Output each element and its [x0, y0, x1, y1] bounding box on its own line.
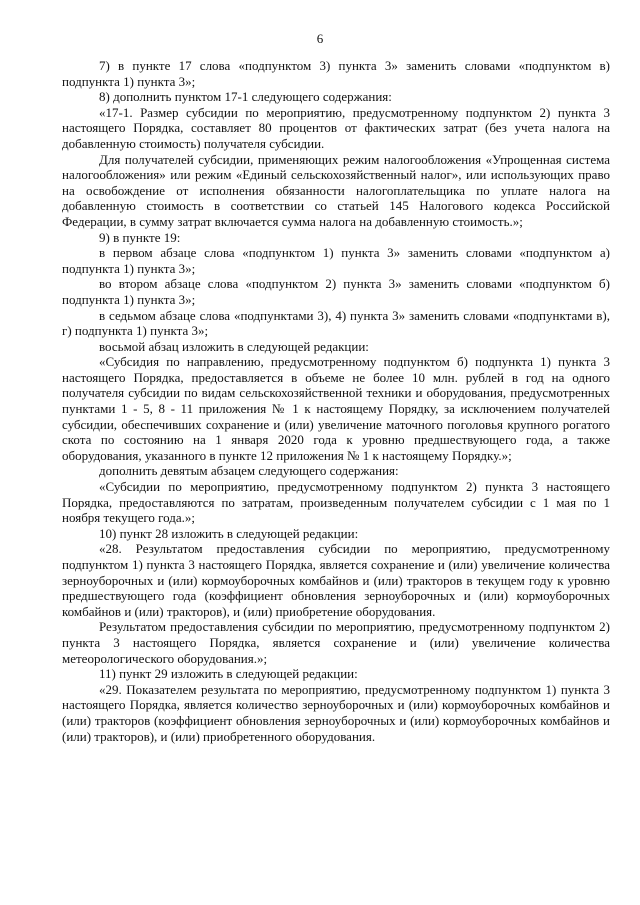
- paragraph-subsidy-period: «Субсидии по мероприятию, предусмотренному подпунктом 2) пункта 3 настоящего Порядка, предоставляются по затратам, произведенным получателем субсидии с 1 мая по 1 ноября текущего года.»;: [62, 479, 610, 526]
- paragraph-item-11: 11) пункт 29 изложить в следующей редакции:: [99, 666, 358, 682]
- paragraph-29: «29. Показателем результата по мероприятию, предусмотренному подпунктом 1) пункта 3 настоящего Порядка, является количество зерноуборочных и (или) кормоуборочных комбайнов и (или) тракторов (коэффициент обновления зерноуборочных и (или) кормоуборочных комбайнов и (или) тракторов), и (или) приобретенного оборудования.: [62, 681, 610, 744]
- paragraph-17-1: «17-1. Размер субсидии по мероприятию, предусмотренному подпунктом 2) пункта 3 настоящего Порядка, составляет 80 процентов от фактических затрат (без учета налога на добавленную стоимость) получателя субсидии.: [62, 104, 610, 151]
- paragraph-28-result: Результатом предоставления субсидии по мероприятию, предусмотренному подпунктом 2) пункта 3 настоящего Порядка, является сохранение и (или) увеличение количества метеорологического оборудования.»;: [62, 619, 610, 666]
- paragraph-tax-regime: Для получателей субсидии, применяющих режим налогообложения «Упрощенная система налогообложения» или режим «Единый сельскохозяйственный налог», или использующих право на освобождение от исполнения обязанности налогоплательщика по уплате налога на добавленную стоимость в соответствии со статьей 145 Налогового кодекса Российской Федерации, в сумму затрат включается сумма налога на добавленную стоимость.»;: [62, 151, 610, 229]
- document-body: [62, 58, 610, 744]
- paragraph-eighth-abzac: восьмой абзац изложить в следующей редакции:: [99, 338, 369, 354]
- paragraph-item-9: 9) в пункте 19:: [99, 229, 181, 245]
- paragraph-28: «28. Результатом предоставления субсидии по мероприятию, предусмотренному подпунктом 1) пункта 3 настоящего Порядка, является сохранение и (или) увеличение количества зерноуборочных и (или) кормоуборочных комбайнов и (или) тракторов в текущем году к уровню предшествующего года (коэффициент обновления зерноуборочных и (или) кормоуборочных комбайнов и (или) тракторов), и (или) приобретение оборудования.: [62, 541, 610, 619]
- paragraph-item-10: 10) пункт 28 изложить в следующей редакции:: [99, 525, 359, 541]
- paragraph-seventh-abzac: в седьмом абзаце слова «подпунктами 3), 4) пункта 3» заменить словами «подпунктами в), г) подпункта 1) пункта 3»;: [62, 307, 610, 339]
- paragraph-first-abzac: в первом абзаце слова «подпунктом 1) пункта 3» заменить словами «подпунктом а) подпункта 1) пункта 3»;: [62, 245, 610, 276]
- paragraph-item-7: 7) в пункте 17 слова «подпунктом 3) пункта 3» заменить словами «подпунктом в) подпункта 1) пункта 3»;: [62, 58, 610, 89]
- paragraph-subsidy-direction: «Субсидия по направлению, предусмотренному подпунктом б) подпункта 1) пункта 3 настоящего Порядка, предоставляется в объеме не более 10 млн. рублей в год на одного получателя субсидии по видам сельскохозяйственной техники и оборудования, предусмотренных пунктами 1 - 5, 8 - 11 приложения № 1 к настоящему Порядку, за исключением получателей субсидии, обеспечивших сохранение и (или) увеличение маточного поголовья крупного рогатого скота по состоянию на 1 января 2020 года к уровню предшествующего года, а также оборудования, указанного в пункте 12 приложения № 1 к настоящему Порядку.»;: [62, 354, 610, 463]
- page-number: 6: [316, 31, 324, 46]
- paragraph-second-abzac: во втором абзаце слова «подпунктом 2) пункта 3» заменить словами «подпунктом б) подпункта 1) пункта 3»;: [62, 276, 610, 307]
- paragraph-item-8: 8) дополнить пунктом 17-1 следующего содержания:: [99, 89, 392, 105]
- paragraph-ninth-abzac: дополнить девятым абзацем следующего содержания:: [99, 463, 399, 479]
